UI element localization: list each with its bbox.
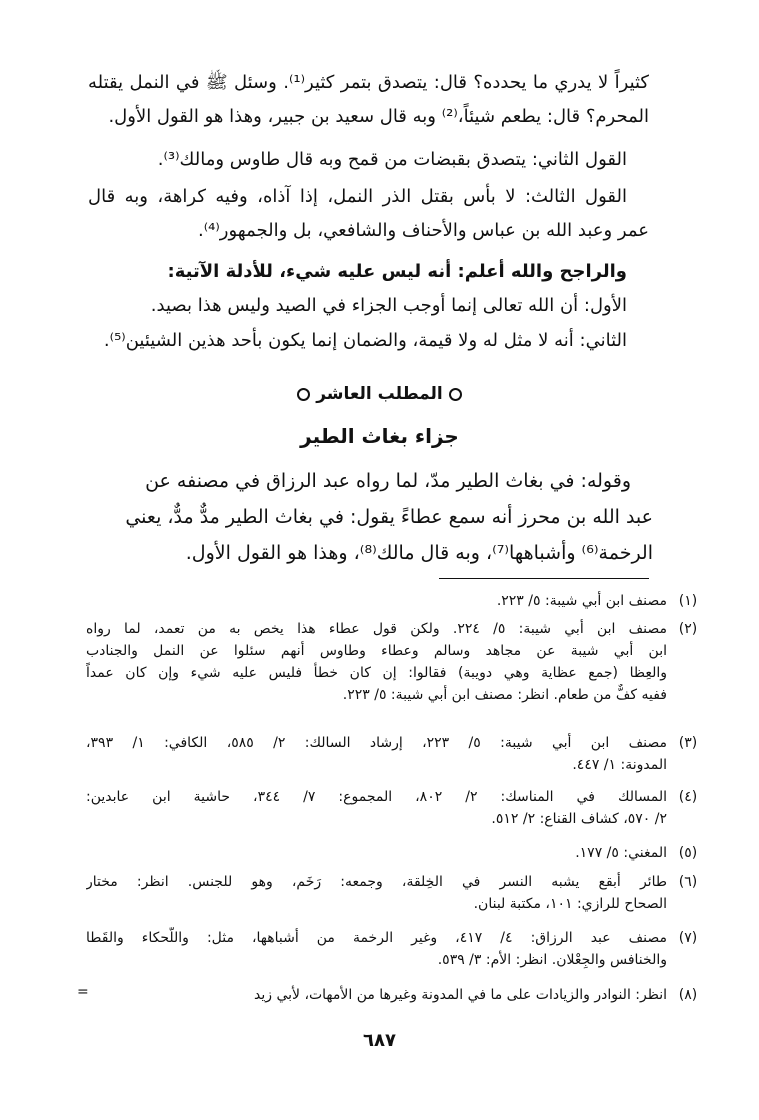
continuation-mark: = xyxy=(77,984,89,1000)
section-label xyxy=(0,384,759,404)
footnote-line: ففيه كفٌّ من طعام. انظر: مصنف ابن أبي شيبة: ٥/ ٢٢٣. xyxy=(342,687,667,703)
text-line: الأول: أن الله تعالى إنما أوجب الجزاء في الصيد وليس هذا بصيد. xyxy=(150,295,627,316)
footnote-2 xyxy=(86,618,698,706)
text-line: الرخمة⁽⁶⁾ وأشباهها⁽⁷⁾، وبه قال مالك⁽⁸⁾، وهذا هو القول الأول. xyxy=(185,542,653,564)
footnote-number: (١) xyxy=(678,593,698,609)
footnote-line: طائر أبقع يشبه النسر في الخِلقة، وجمعه: رَخَم، وهو للجنس. انظر: مختار xyxy=(86,874,667,890)
footnote-line: الصحاح للرازي: ١٠١، مكتبة لبنان. xyxy=(473,896,667,912)
paragraph-4 xyxy=(88,255,649,289)
footnote-number: (٦) xyxy=(678,874,698,890)
footnote-line: ٢/ ٥٧٠، كشاف القناع: ٢/ ٥١٢. xyxy=(491,811,667,827)
paragraph-3 xyxy=(88,180,649,248)
footnote-line: مصنف ابن أبي شيبة: ٥/ ٢٢٣، إرشاد السالك: ٢/ ٥٨٥، الكافي: ١/ ٣٩٣، xyxy=(86,735,667,751)
text-line: والراجح والله أعلم: أنه ليس عليه شيء، للأدلة الآتية: xyxy=(167,261,627,282)
section-label-text: المطلب العاشر xyxy=(316,384,443,404)
paragraph-7 xyxy=(86,463,653,571)
footnote-line: والخنافس والجِعْلان. انظر: الأم: ٣/ ٥٣٩. xyxy=(437,952,667,968)
text-line: القول الثالث: لا بأس بقتل الذر النمل، إذا آذاه، وفيه كراهة، وبه قال xyxy=(88,186,627,207)
footnote-7 xyxy=(86,927,698,971)
footnote-line: والعِظا (جمع عظاية وهي دويبة) فقالوا: إن كان خطأ فليس عليه شيء وإن كان عمداً xyxy=(86,665,667,681)
footnote-1 xyxy=(86,590,698,612)
footnote-number: (٣) xyxy=(678,735,698,751)
footnote-3 xyxy=(86,732,698,776)
footnote-line: المغني: ٥/ ١٧٧. xyxy=(575,845,667,861)
footnote-number: (٥) xyxy=(678,845,698,861)
footnote-line: مصنف ابن أبي شيبة: ٥/ ٢٢٣. xyxy=(496,593,667,609)
paragraph-5 xyxy=(88,289,649,323)
footnote-divider xyxy=(439,578,649,579)
footnote-number: (٢) xyxy=(678,621,698,637)
footnote-number: (٧) xyxy=(678,930,698,946)
footnote-6 xyxy=(86,871,698,915)
footnote-line: المدونة: ١/ ٤٤٧. xyxy=(572,757,667,773)
text-line: المحرم؟ قال: يطعم شيئاً،⁽²⁾ وبه قال سعيد بن جبير، وهذا هو القول الأول. xyxy=(108,106,649,127)
footnote-8 xyxy=(86,984,698,1006)
footnote-5 xyxy=(86,842,698,864)
footnote-4 xyxy=(86,786,698,830)
page-number: ٦٨٧ xyxy=(363,1030,396,1051)
text-line: وقوله: في بغاث الطير مدّ، لما رواه عبد الرزاق في مصنفه عن xyxy=(145,470,631,492)
text-line: كثيراً لا يدري ما يحدده؟ قال: يتصدق بتمر كثير⁽¹⁾. وسئل ﷺ في النمل يقتله xyxy=(88,72,649,93)
footnote-line: المسالك في المناسك: ٢/ ٨٠٢، المجموع: ٧/ ٣٤٤، حاشية ابن عابدين: xyxy=(86,789,667,805)
footnote-line: مصنف ابن أبي شيبة: ٥/ ٢٢٤. ولكن قول عطاء هذا يخص به من تعمد، لما رواه xyxy=(86,621,667,637)
text-line: عبد الله بن محرز أنه سمع عطاءً يقول: في بغاث الطير مدٌّ مدٌّ، يعني xyxy=(125,506,653,528)
paragraph-6 xyxy=(88,324,649,358)
text-line: عمر وعبد الله بن عباس والأحناف والشافعي، بل والجمهور⁽⁴⁾. xyxy=(197,220,649,241)
footnote-line: مصنف عبد الرزاق: ٤/ ٤١٧، وغير الرخمة من أشباهها، مثل: واللُّحكاء والقَطا xyxy=(86,930,667,946)
section-title: جزاء بغاث الطير xyxy=(300,424,459,448)
text-line: القول الثاني: يتصدق بقبضات من قمح وبه قال طاوس ومالك⁽³⁾. xyxy=(157,149,627,170)
paragraph-2 xyxy=(88,143,649,177)
footnote-line: انظر: النوادر والزيادات على ما في المدونة وغيرها من الأمهات، لأبي زيد xyxy=(254,987,667,1003)
circle-icon xyxy=(449,388,462,401)
circle-icon xyxy=(297,388,310,401)
paragraph-1 xyxy=(88,66,649,134)
text-line: الثاني: أنه لا مثل له ولا قيمة، والضمان إنما يكون بأحد هذين الشيئين⁽⁵⁾. xyxy=(103,330,627,351)
footnote-number: (٤) xyxy=(678,789,698,805)
footnote-number: (٨) xyxy=(678,987,698,1003)
footnote-line: ابن أبي شيبة عن مجاهد وسالم وعطاء وطاوس أنهم سئلوا عن النمل والجنادب xyxy=(86,643,667,659)
